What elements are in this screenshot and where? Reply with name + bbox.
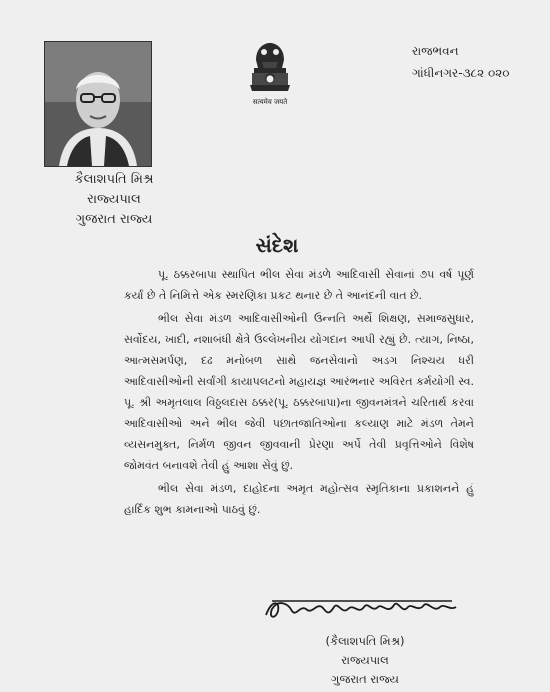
message-paragraph: પૂ. ઠક્કરબાપા સ્થાપિત ભીલ સેવા મંડળે આદિવાસી સેવાનાં ૭૫ વર્ષ પૂર્ણ કર્યાં છે તે નિમિત્તે એક સ્મરણિકા પ્રકટ થનાર છે તે આનંદની વાત છે. <box>124 268 474 302</box>
message-heading: સંદેશ <box>255 233 299 257</box>
message-body <box>124 264 474 522</box>
sender-block <box>44 170 184 230</box>
closing-designation: રાજ્યપાલ <box>341 653 389 667</box>
sender-state: ગુજરાત રાજ્ય <box>75 212 153 227</box>
handwritten-signature <box>262 593 462 627</box>
message-paragraph: ભીલ સેવા મંડળ, દાહોદના અમૃત મહોત્સવ સ્મૃતિકાના પ્રકાશનને હું હાર્દિક શુભ કામનાઓ પાઠવું છું. <box>124 482 474 516</box>
closing-block <box>300 632 430 689</box>
address-line-2: ગાંધીનગર-૩૮૨ ૦૨૦ <box>412 66 510 80</box>
closing-name: (કૈલાશપતિ મિશ્ર) <box>325 634 405 648</box>
sender-designation: રાજ્યપાલ <box>87 192 141 207</box>
message-paragraph: ભીલ સેવા મંડળ આદિવાસીઓની ઉન્નતિ અર્થે શિક્ષણ, સમાજસુધાર, સર્વોદય, ખાદી, નશાબંધી ક્ષેત્રે ઉલ્લેખનીય યોગદાન આપી રહ્યું છે. ત્યાગ, નિષ્ઠા, આત્મસમર્પણ, દઢ મનોબળ સાથે જનસેવાનો અડગ નિશ્ચય ધરી આદિવાસીઓની સર્વાંગી કાયાપલટનો મહાયજ્ઞ આરંભનાર અવિરત કર્મયોગી સ્વ. પૂ. શ્રી અમૃતલાલ વિઠ્ઠલદાસ ઠક્કર(પૂ. ઠક્કરબાપા)ના જીવનમંત્રને ચરિતાર્થ કરવા આદિવાસીઓ અને ભીલ જેવી પછાતજાતિઓના કલ્યાણ માટે મંડળ તેમને વ્યસનમુક્ત, નિર્મળ જીવન જીવવાની પ્રેરણા અર્પે તેવી પ્રવૃત્તિઓને વિશેષ જોમવંત બનાવશે તેવી હું આશા સેવું છું. <box>124 312 474 472</box>
sender-name: કૈલાશપતિ મિશ્ર <box>74 172 154 187</box>
governor-photo <box>44 41 152 167</box>
emblem-motto: सत्यमेव जयते <box>252 98 288 106</box>
address-line-1: રાજભવન <box>412 44 459 58</box>
closing-state: ગુજરાત રાજ્ય <box>331 672 399 686</box>
address-block <box>412 40 542 84</box>
